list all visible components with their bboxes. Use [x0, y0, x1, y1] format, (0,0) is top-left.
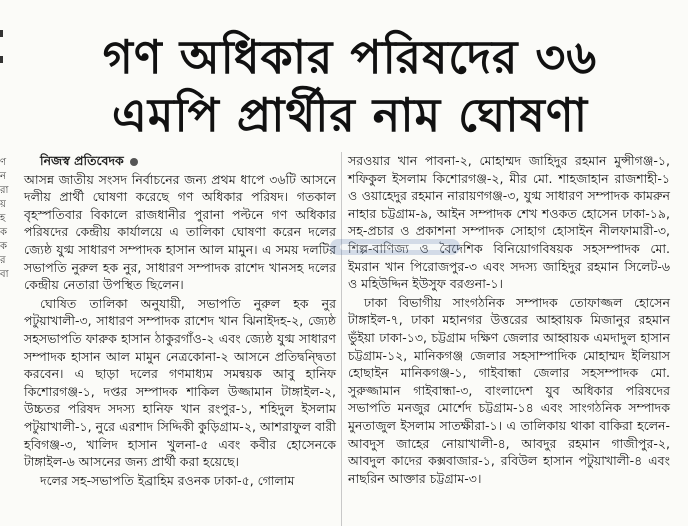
left-margin-fragments [0, 156, 14, 282]
margin-fragment: বা [0, 269, 9, 280]
byline [24, 152, 336, 170]
margin-fragment: হ [0, 213, 6, 224]
paragraph: ঘোষিত তালিকা অনুযায়ী, সভাপতি নুরুল হক নুর পটুয়াখালী-৩, সাধারণ সম্পাদক রাশেদ খান ঝিনাইদহ-২, জ্যেষ্ঠ সহসভাপতি ফারুক হাসান ঠাকুরগাঁও-২ এবং জ্যেষ্ঠ যুগ্ম সাধারণ সম্পাদক হাসান আল মামুন নেত্রকোনা-২ আসনে প্রতিদ্বন্দ্বিতা করবেন। এ ছাড়া দলের গণমাধ্যম সমন্বয়ক আবু হানিফ কিশোরগঞ্জ-১, দপ্তর সম্পাদক শাকিল উজ্জামান টাঙ্গাইল-২, উচ্চতর পরিষদ সদস্য হানিফ খান রংপুর-১, শহিদুল ইসলাম পটুয়াখালী-১, নুরে এরশাদ সিদ্দিকী কুড়িগ্রাম-২, আশরাফুল বারী হবিগঞ্জ-৩, খালিদ হাসান খুলনা-৫ এবং কবীর হোসেনকে টাঙ্গাইল-৬ আসনের জন্য প্রার্থী করা হয়েছে। [24, 295, 336, 470]
paragraph: দলের সহ-সভাপতি ইব্রাহিম রওনক ঢাকা-৫, গোলাম [40, 472, 295, 488]
article-column-right [348, 152, 670, 487]
margin-fragment: য় [0, 199, 6, 210]
headline-line-1: গণ অধিকার পরিষদের ৩৬ [102, 30, 598, 84]
byline-text: নিজস্ব প্রতিবেদক [40, 153, 124, 168]
paragraph: সরওয়ার খান পাবনা-২, মোহাম্মদ জাহিদুর রহমান মুন্সীগঞ্জ-১, শফিকুল ইসলাম কিশোরগঞ্জ-২, মীর মো. শাহজাহান রাজশাহী-১ ও ওয়াহেদুর রহমান নারায়ণগঞ্জ-৩, যুগ্ম সাধারণ সম্পাদক কামরুন নাহার চট্টগ্রাম-৯, আইন সম্পাদক শেখ শওকত হোসেন ঢাকা-১৯, সহ-প্রচার ও প্রকাশনা সম্পাদক সোহাগ হোসাইন নীলফামারী-৩, শিল্প-বাণিজ্য ও বৈদেশিক বিনিয়োগবিষয়ক সহসম্পাদক মো. ইমরান খান পিরোজপুর-৩ এবং সদস্য জাহিদুর রহমান সিলেট-৬ ও মহিউদ্দিন ইউসুফ বরগুনা-১। [348, 153, 670, 292]
article-column-left [24, 152, 336, 489]
headline-line-2: এমপি প্রার্থীর নাম ঘোষণা [111, 88, 589, 142]
page-edge-mark [0, 30, 3, 37]
margin-fragment: ক [0, 241, 7, 252]
column-divider [341, 152, 342, 526]
paragraph: ঢাকা বিভাগীয় সাংগঠনিক সম্পাদক তোফাজ্জল হোসেন টাঙ্গাইল-৭, ঢাকা মহানগর উত্তরের আহ্বায়ক মিজানুর রহমান ভুঁইয়া ঢাকা-১৩, চট্টগ্রাম দক্ষিণ জেলার আহ্বায়ক এমদাদুল হাসান চট্টগ্রাম-১২, মানিকগঞ্জ জেলার সহসাম্পাদিক মোহাম্মদ ইলিয়াস হোছাইন মানিকগঞ্জ-১, গাইবান্ধা জেলার সহসম্পাদক মো. সুরুজ্জামান গাইবান্ধা-৩, বাংলাদেশ যুব অধিকার পরিষদের সভাপতি মনজুর মোর্শেদ চট্টগ্রাম-১৪ এবং সাংগঠনিক সম্পাদক মুনতাজুল ইসলাম সাতক্ষীরা-১। এ তালিকায় থাকা বাকিরা হলেন- আবদুস জাহের নোয়াখালী-৪, আবদুর রহমান গাজীপুর-২, আবদুল কাদের কক্সবাজার-১, রবিউল হাসান পটুয়াখালী-৪ এবং নাছরিন আক্তার চট্টগ্রাম-৩। [348, 294, 670, 486]
paragraph: আসন্ন জাতীয় সংসদ নির্বাচনের জন্য প্রথম ধাপে ৩৬টি আসনে দলীয় প্রার্থী ঘোষণা করেছে গণ অধিকার পরিষদ। গতকাল বৃহস্পতিবার বিকালে রাজধানীর পুরানা পল্টনে গণ অধিকার পরিষদের কেন্দ্রীয় কার্যালয়ে এ তালিকা ঘোষণা করেন দলের জ্যেষ্ঠ যুগ্ম সাধারণ সম্পাদক হাসান আল মামুন। এ সময় দলটির সভাপতি নুরুল হক নুর, সাধারণ সম্পাদক রাশেদ খানসহ দলের কেন্দ্রীয় নেতারা উপস্থিত ছিলেন। [24, 171, 336, 293]
margin-fragment: র [0, 255, 6, 266]
article-headline [55, 28, 645, 144]
margin-fragment: ন [0, 171, 6, 182]
margin-fragment: ক [0, 227, 7, 238]
page-edge-mark [0, 56, 3, 63]
margin-fragment: ণ [0, 157, 7, 168]
bullet-icon [130, 158, 138, 166]
margin-fragment: রা [0, 185, 9, 196]
